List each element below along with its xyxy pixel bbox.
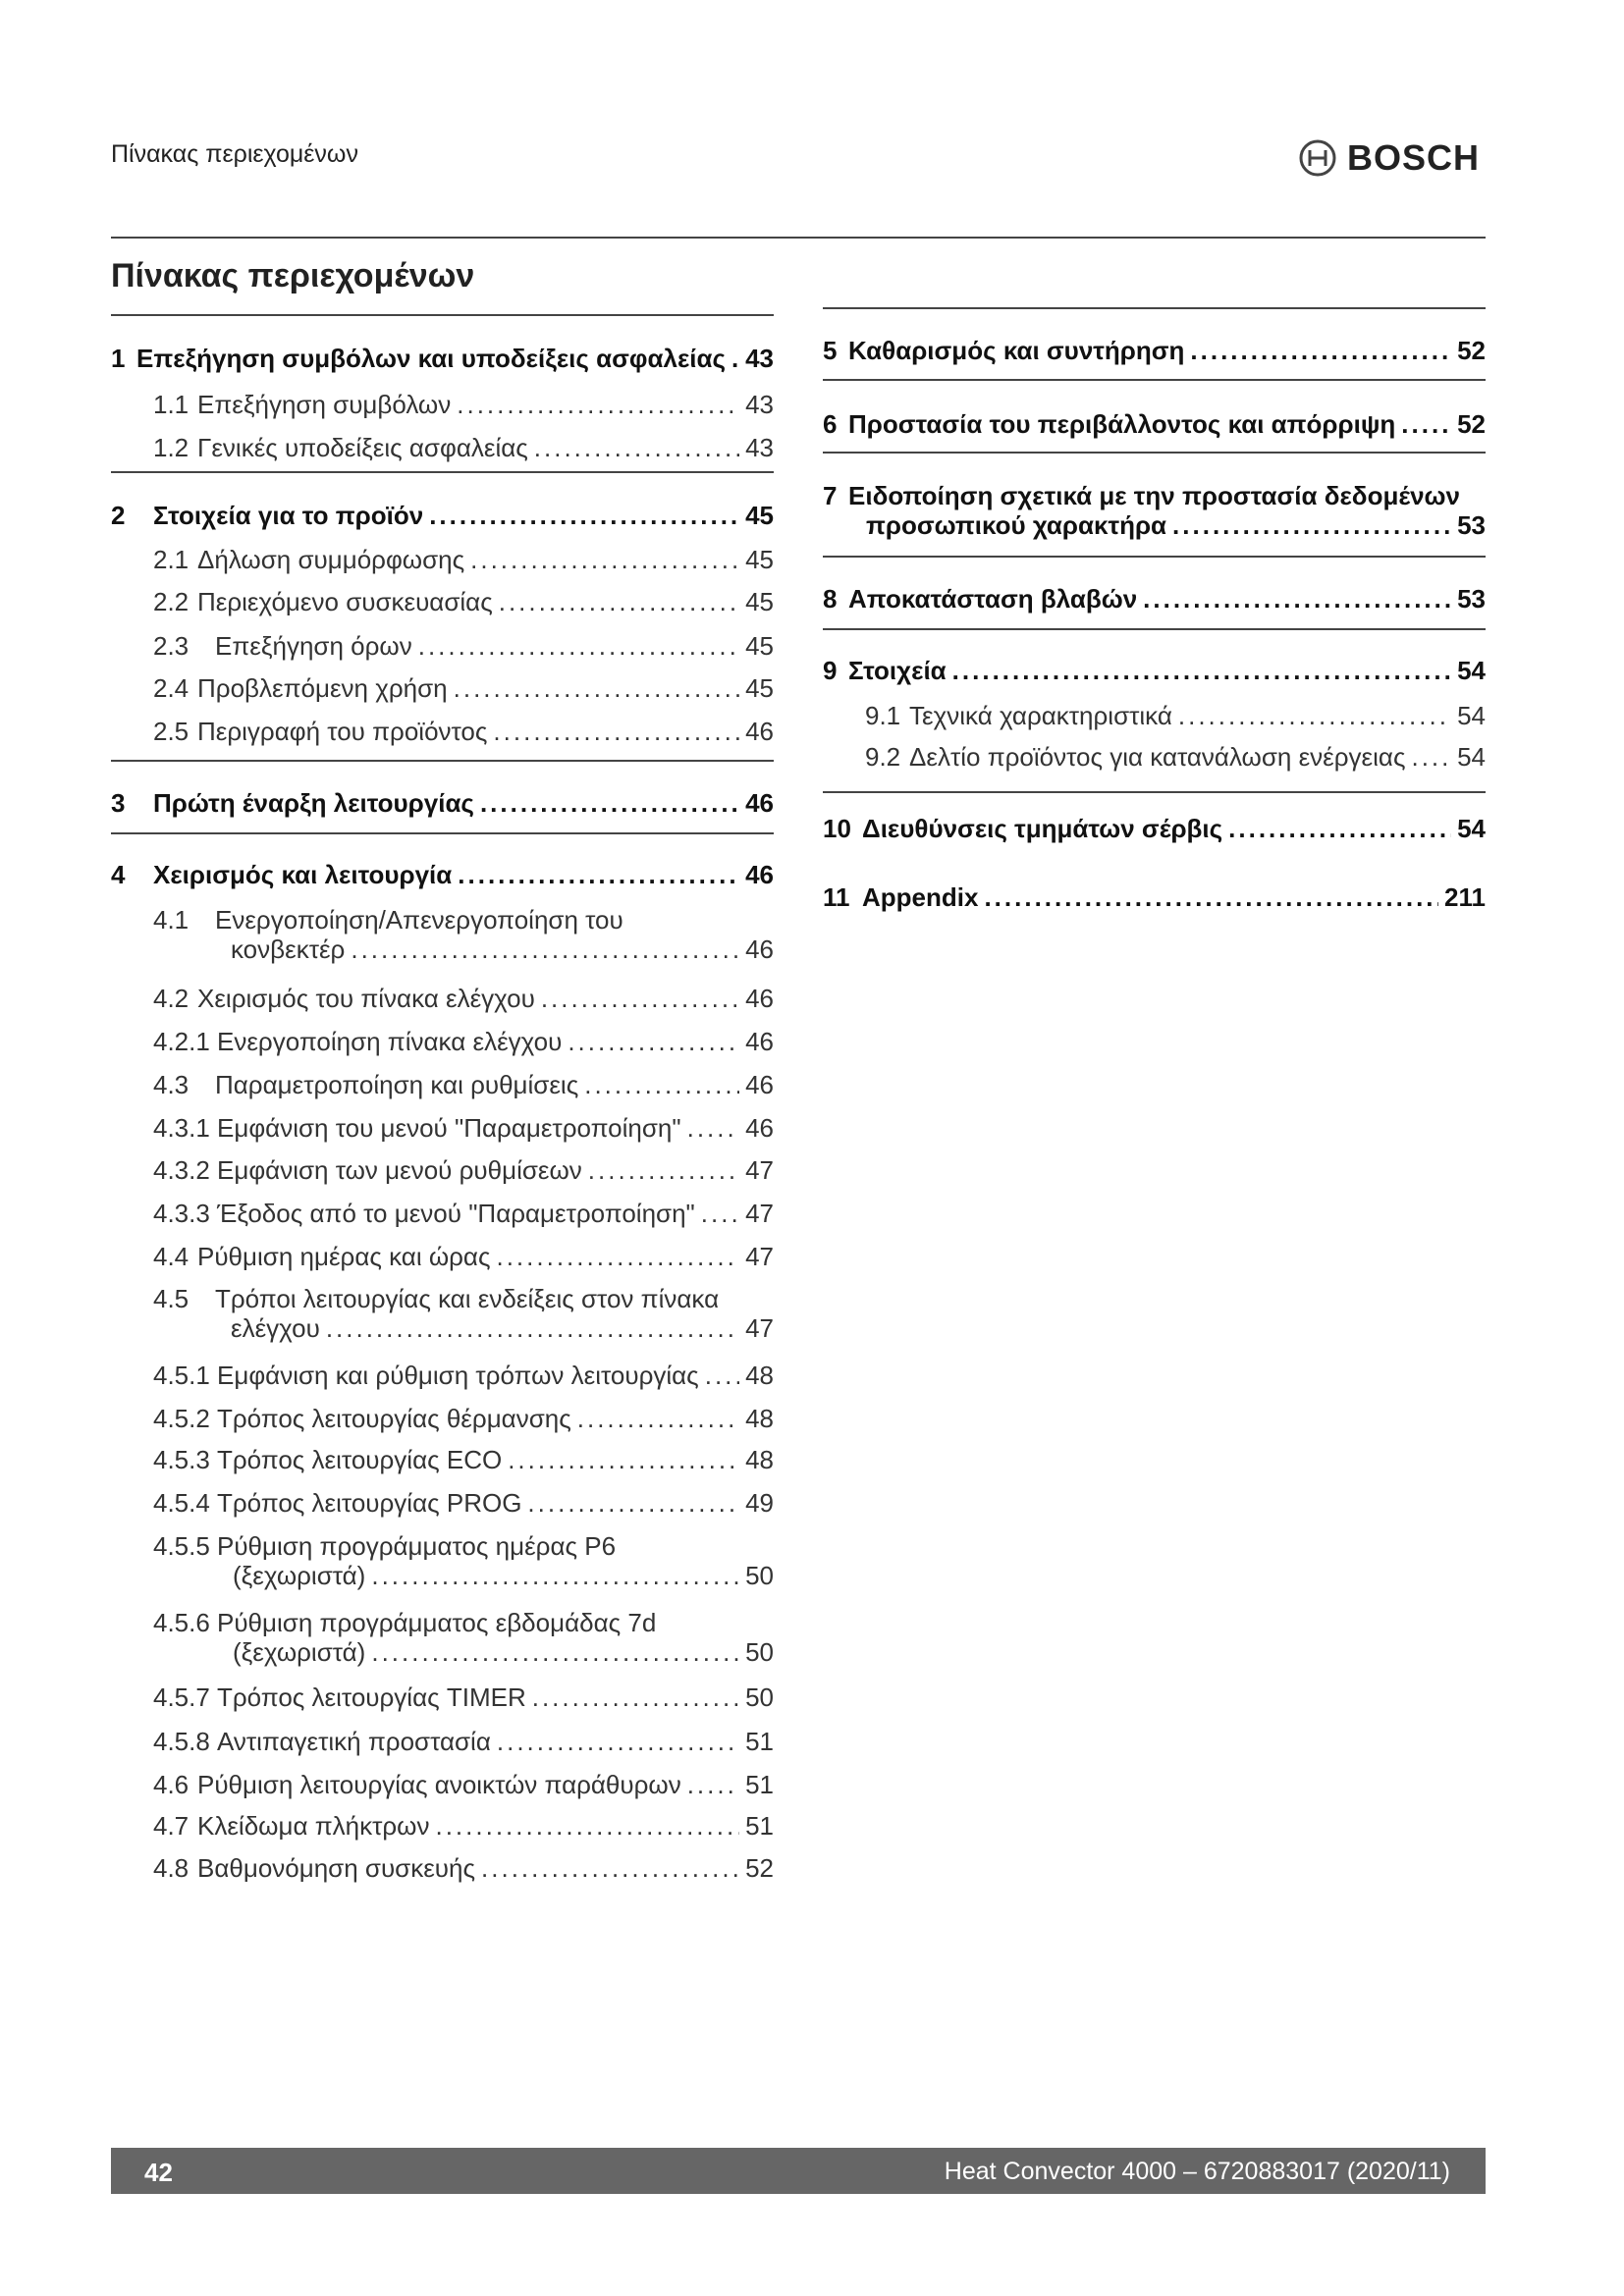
toc-entry-title: προσωπικού χαρακτήρα xyxy=(866,510,1167,540)
header-rule xyxy=(111,237,1486,239)
toc-entry-title: (ξεχωριστά) xyxy=(233,1561,366,1590)
toc-entry-title: Στοιχεία για το προϊόν xyxy=(153,501,424,530)
toc-entry-number: 8 xyxy=(823,584,838,614)
right-section-rule xyxy=(823,452,1486,454)
toc-dot-leader xyxy=(1411,742,1451,772)
toc-entry-title: Διευθύνσεις τμημάτων σέρβις xyxy=(862,814,1223,843)
toc-entry-page: 45 xyxy=(745,673,774,703)
toc-dot-leader xyxy=(984,882,1438,912)
toc-entry-number: 4.8 xyxy=(153,1853,189,1883)
toc-entry-number: 4.3.3 xyxy=(153,1199,210,1228)
toc-entry-title: Τρόπος λειτουργίας TIMER xyxy=(217,1682,526,1712)
toc-dot-leader xyxy=(418,631,739,661)
toc-entry-title: Επεξήγηση όρων xyxy=(215,631,412,661)
toc-dot-leader xyxy=(371,1637,739,1667)
toc-entry-number: 4.5.2 xyxy=(153,1404,210,1433)
left-section-rule xyxy=(111,832,774,834)
toc-entry-number: 4.4 xyxy=(153,1242,189,1271)
toc-dot-leader xyxy=(496,1242,739,1271)
toc-entry-number: 9 xyxy=(823,656,838,685)
toc-entry-number: 2.5 xyxy=(153,717,189,746)
toc-entry-number: 4.5.6 xyxy=(153,1608,210,1637)
toc-entry-title: Τρόπος λειτουργίας θέρμανσης xyxy=(217,1404,571,1433)
toc-entry-number: 3 xyxy=(111,788,126,818)
toc-dot-leader xyxy=(1143,584,1451,614)
toc-dot-leader xyxy=(701,1199,739,1228)
toc-dot-leader xyxy=(541,984,739,1013)
toc-entry-number: 4.1 xyxy=(153,905,189,934)
toc-entry-title: Τρόπος λειτουργίας ECO xyxy=(217,1445,503,1474)
toc-entry-page: 211 xyxy=(1444,882,1486,912)
toc-entry-title: Εμφάνιση των μενού ρυθμίσεων xyxy=(217,1155,582,1185)
toc-entry-number: 4.3.2 xyxy=(153,1155,210,1185)
toc-dot-leader xyxy=(1178,701,1451,730)
toc-entry-page: 46 xyxy=(745,1070,774,1099)
toc-entry-page: 54 xyxy=(1457,656,1486,685)
toc-entry-title: Περιγραφή του προϊόντος xyxy=(197,717,488,746)
toc-entry-page: 46 xyxy=(745,860,774,889)
toc-entry-title: Βαθμονόμηση συσκευής xyxy=(197,1853,476,1883)
toc-entry-number: 2.4 xyxy=(153,673,189,703)
left-section-rule xyxy=(111,314,774,316)
toc-dot-leader xyxy=(687,1113,739,1143)
toc-dot-leader xyxy=(1190,336,1451,365)
toc-entry-title: Κλείδωμα πλήκτρων xyxy=(197,1811,430,1841)
toc-dot-leader xyxy=(497,1727,739,1756)
footer-page-number: 42 xyxy=(144,2158,173,2187)
toc-dot-leader xyxy=(568,1027,739,1056)
toc-entry-title: Ρύθμιση λειτουργίας ανοικτών παράθυρων xyxy=(197,1770,681,1799)
toc-dot-leader xyxy=(1401,409,1451,439)
toc-entry-title: Αντιπαγετική προστασία xyxy=(217,1727,491,1756)
bosch-logo xyxy=(1298,137,1480,179)
toc-entry-page: 46 xyxy=(745,984,774,1013)
toc-entry-title: Τρόποι λειτουργίας και ενδείξεις στον πίνακα xyxy=(215,1284,720,1313)
toc-entry-number: 4.5.7 xyxy=(153,1682,210,1712)
toc-entry-number: 9.1 xyxy=(865,701,901,730)
toc-entry-title: Εμφάνιση και ρύθμιση τρόπων λειτουργίας xyxy=(217,1361,699,1390)
toc-entry-page: 53 xyxy=(1457,510,1486,540)
toc-entry-page: 46 xyxy=(745,717,774,746)
toc-entry-number: 1.1 xyxy=(153,390,189,419)
toc-entry-number: 4.5 xyxy=(153,1284,189,1313)
toc-entry-page: 50 xyxy=(745,1682,774,1712)
toc-dot-leader xyxy=(532,1682,739,1712)
toc-entry-page: 53 xyxy=(1457,584,1486,614)
toc-entry-title: ελέγχου xyxy=(231,1313,320,1343)
toc-dot-leader xyxy=(470,545,739,574)
toc-entry-page: 45 xyxy=(745,545,774,574)
toc-dot-leader xyxy=(731,344,739,373)
toc-entry-number: 2 xyxy=(111,501,126,530)
toc-entry-page: 46 xyxy=(745,934,774,964)
toc-entry-number: 1 xyxy=(111,344,126,373)
toc-entry-page: 51 xyxy=(745,1727,774,1756)
toc-entry-page: 49 xyxy=(745,1488,774,1518)
toc-entry-page: 43 xyxy=(745,390,774,419)
toc-entry-page: 47 xyxy=(745,1155,774,1185)
toc-entry-title: Καθαρισμός και συντήρηση xyxy=(848,336,1185,365)
toc-dot-leader xyxy=(481,1853,739,1883)
toc-dot-leader xyxy=(584,1070,739,1099)
toc-entry-page: 51 xyxy=(745,1811,774,1841)
toc-dot-leader xyxy=(326,1313,739,1343)
toc-entry-number: 4.7 xyxy=(153,1811,189,1841)
toc-entry-title: Προβλεπόμενη χρήση xyxy=(197,673,448,703)
toc-entry-title: Πρώτη έναρξη λειτουργίας xyxy=(153,788,474,818)
page-title: Πίνακας περιεχομένων xyxy=(111,257,475,294)
toc-entry-title: Appendix xyxy=(862,882,979,912)
toc-dot-leader xyxy=(457,390,739,419)
toc-entry-number: 4.3 xyxy=(153,1070,189,1099)
toc-entry-page: 54 xyxy=(1457,701,1486,730)
toc-entry-number: 7 xyxy=(823,481,838,510)
toc-entry-title: Αποκατάσταση βλαβών xyxy=(848,584,1138,614)
toc-entry-page: 46 xyxy=(745,788,774,818)
right-section-rule xyxy=(823,379,1486,381)
toc-dot-leader xyxy=(534,433,739,462)
toc-entry-title: Χειρισμός και λειτουργία xyxy=(153,860,453,889)
toc-entry-number: 9.2 xyxy=(865,742,901,772)
toc-entry-page: 50 xyxy=(745,1561,774,1590)
toc-dot-leader xyxy=(429,501,739,530)
toc-entry-page: 45 xyxy=(745,631,774,661)
toc-entry-page: 50 xyxy=(745,1637,774,1667)
toc-entry-number: 4.5.3 xyxy=(153,1445,210,1474)
toc-dot-leader xyxy=(454,673,739,703)
toc-entry-title: Ενεργοποίηση/Απενεργοποίηση του xyxy=(215,905,623,934)
toc-entry-title: Επεξήγηση συμβόλων και υποδείξεις ασφαλείας xyxy=(136,344,727,373)
toc-entry-title: Επεξήγηση συμβόλων xyxy=(197,390,452,419)
footer-document-id: Heat Convector 4000 – 6720883017 (2020/11) xyxy=(944,2158,1450,2185)
toc-entry-page: 52 xyxy=(745,1853,774,1883)
toc-entry-number: 4 xyxy=(111,860,126,889)
toc-dot-leader xyxy=(371,1561,739,1590)
toc-dot-leader xyxy=(577,1404,739,1433)
left-section-rule xyxy=(111,760,774,762)
toc-entry-page: 43 xyxy=(745,433,774,462)
toc-dot-leader xyxy=(458,860,739,889)
toc-entry-page: 52 xyxy=(1457,409,1486,439)
toc-entry-title: Περιεχόμενο συσκευασίας xyxy=(197,587,493,616)
toc-entry-title: Έξοδος από το μενού "Παραμετροποίηση" xyxy=(217,1199,695,1228)
toc-dot-leader xyxy=(705,1361,739,1390)
toc-entry-number: 4.5.1 xyxy=(153,1361,210,1390)
toc-entry-page: 48 xyxy=(745,1445,774,1474)
toc-entry-number: 4.6 xyxy=(153,1770,189,1799)
toc-entry-page: 54 xyxy=(1457,742,1486,772)
toc-dot-leader xyxy=(952,656,1451,685)
toc-entry-page: 46 xyxy=(745,1113,774,1143)
toc-dot-leader xyxy=(351,934,739,964)
toc-dot-leader xyxy=(493,717,739,746)
toc-dot-leader xyxy=(527,1488,739,1518)
toc-entry-number: 4.2 xyxy=(153,984,189,1013)
toc-entry-page: 47 xyxy=(745,1199,774,1228)
toc-entry-title: Ρύθμιση προγράμματος εβδομάδας 7d xyxy=(217,1608,657,1637)
right-section-rule xyxy=(823,556,1486,558)
toc-dot-leader xyxy=(508,1445,739,1474)
toc-entry-number: 4.5.4 xyxy=(153,1488,210,1518)
toc-entry-page: 51 xyxy=(745,1770,774,1799)
toc-entry-title: Γενικές υποδείξεις ασφαλείας xyxy=(197,433,528,462)
toc-entry-title: Προστασία του περιβάλλοντος και απόρριψη xyxy=(848,409,1396,439)
right-section-rule xyxy=(823,307,1486,309)
toc-entry-title: Εμφάνιση του μενού "Παραμετροποίηση" xyxy=(217,1113,681,1143)
toc-entry-title: κονβεκτέρ xyxy=(231,934,346,964)
footer-bar xyxy=(111,2148,1486,2194)
toc-dot-leader xyxy=(480,788,739,818)
toc-entry-page: 45 xyxy=(745,587,774,616)
toc-entry-page: 47 xyxy=(745,1313,774,1343)
toc-entry-number: 2.2 xyxy=(153,587,189,616)
right-section-rule xyxy=(823,628,1486,630)
toc-entry-title: Ειδοποίηση σχετικά με την προστασία δεδομένων xyxy=(848,481,1460,510)
toc-entry-title: Δήλωση συμμόρφωσης xyxy=(197,545,465,574)
toc-dot-leader xyxy=(687,1770,739,1799)
toc-entry-number: 4.3.1 xyxy=(153,1113,210,1143)
toc-entry-title: Χειρισμός του πίνακα ελέγχου xyxy=(197,984,535,1013)
toc-entry-title: Τεχνικά χαρακτηριστικά xyxy=(909,701,1172,730)
toc-dot-leader xyxy=(588,1155,739,1185)
toc-entry-number: 2.1 xyxy=(153,545,189,574)
toc-entry-number: 4.2.1 xyxy=(153,1027,210,1056)
toc-entry-page: 46 xyxy=(745,1027,774,1056)
toc-dot-leader xyxy=(435,1811,739,1841)
toc-entry-title: Δελτίο προϊόντος για κατανάλωση ενέργειας xyxy=(909,742,1406,772)
toc-entry-number: 5 xyxy=(823,336,838,365)
bosch-armature-icon xyxy=(1298,138,1337,178)
toc-entry-title: Ρύθμιση ημέρας και ώρας xyxy=(197,1242,491,1271)
toc-entry-number: 6 xyxy=(823,409,838,439)
toc-entry-title: Ρύθμιση προγράμματος ημέρας P6 xyxy=(217,1531,617,1561)
toc-entry-number: 11 xyxy=(823,882,850,912)
toc-entry-page: 52 xyxy=(1457,336,1486,365)
left-section-rule xyxy=(111,471,774,473)
toc-entry-page: 48 xyxy=(745,1404,774,1433)
right-section-rule xyxy=(823,791,1486,793)
toc-dot-leader xyxy=(499,587,739,616)
toc-entry-number: 4.5.8 xyxy=(153,1727,210,1756)
toc-entry-page: 47 xyxy=(745,1242,774,1271)
toc-entry-title: Στοιχεία xyxy=(848,656,947,685)
toc-entry-title: Ενεργοποίηση πίνακα ελέγχου xyxy=(217,1027,563,1056)
toc-entry-number: 1.2 xyxy=(153,433,189,462)
toc-entry-number: 10 xyxy=(823,814,851,843)
toc-entry-page: 43 xyxy=(745,344,774,373)
header-title: Πίνακας περιεχομένων xyxy=(111,140,358,168)
toc-entry-page: 48 xyxy=(745,1361,774,1390)
toc-entry-number: 2.3 xyxy=(153,631,189,661)
toc-dot-leader xyxy=(1172,510,1451,540)
toc-dot-leader xyxy=(1228,814,1451,843)
toc-entry-page: 54 xyxy=(1457,814,1486,843)
toc-entry-page: 45 xyxy=(745,501,774,530)
toc-entry-title: Τρόπος λειτουργίας PROG xyxy=(217,1488,522,1518)
toc-entry-title: (ξεχωριστά) xyxy=(233,1637,366,1667)
toc-entry-title: Παραμετροποίηση και ρυθμίσεις xyxy=(215,1070,579,1099)
toc-entry-number: 4.5.5 xyxy=(153,1531,210,1561)
bosch-brand: BOSCH xyxy=(1347,137,1481,178)
